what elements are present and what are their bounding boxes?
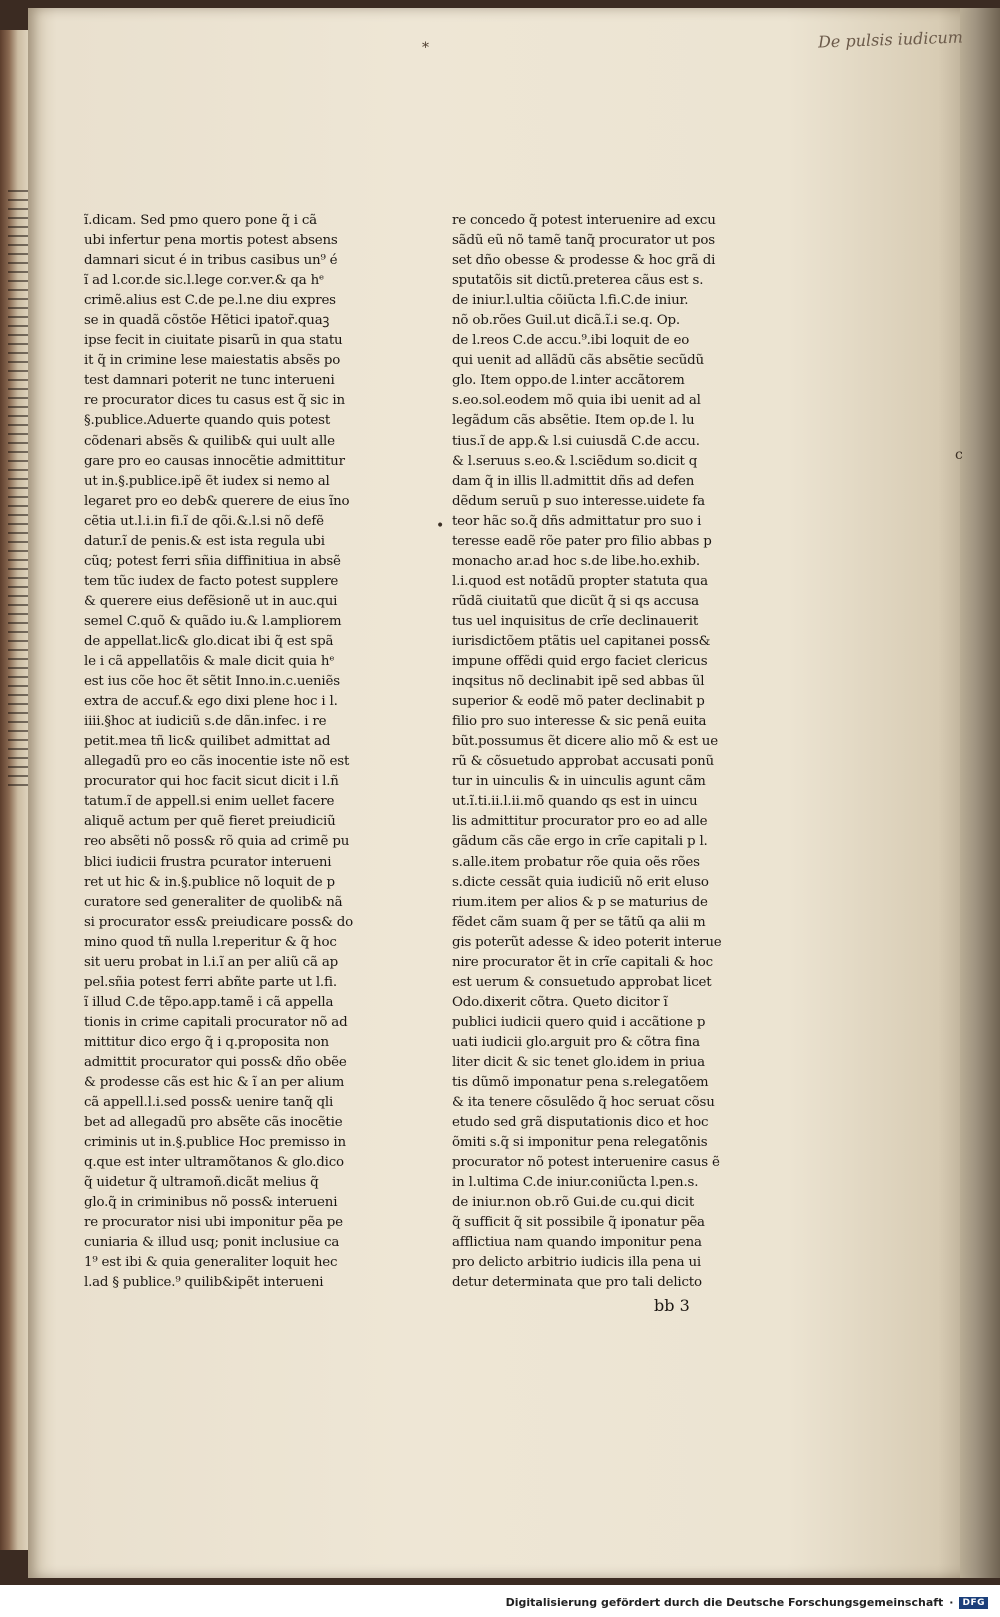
text-line: ĩ ad l.cor.de sic.l.lege cor.ver.& qa hᵉ [84, 273, 325, 289]
text-line: gis poterũt adesse & ideo poterit interue [452, 934, 722, 950]
text-line: iurisdictõem ptãtis uel capitanei poss& [452, 633, 711, 649]
text-line: cũq; potest ferri sñia diffinitiua in absẽ [84, 553, 341, 569]
text-line: dam q̃ in illis ll.admittit dñs ad defen [452, 473, 695, 489]
text-line: tius.ĩ de app.& l.si cuiusdã C.de accu. [452, 433, 700, 449]
text-line: lis admittitur procurator pro eo ad alle [452, 814, 708, 830]
text-line: ut.ĩ.ti.ii.l.ii.mõ quando qs est in uincu [452, 794, 698, 810]
text-line: rũdã ciuitatũ que dicũt q̃ si qs accusa [452, 593, 699, 609]
text-line: & querere eius defẽsionẽ ut in auc.qui [84, 593, 338, 609]
text-line: nõ ob.rões Guil.ut dicã.ĩ.i se.q. Op. [452, 313, 680, 329]
text-line: procurator qui hoc facit sicut dicit i l.ñ [84, 774, 339, 790]
text-line: s.eo.sol.eodem mõ quia ibi uenit ad al [452, 393, 701, 409]
text-line: tionis in crime capitali procurator nõ ad [84, 1014, 348, 1030]
text-line: pro delicto arbitrio iudicis illa pena ui [452, 1255, 702, 1271]
text-line: bũt.possumus ẽt dicere alio mõ & est ue [452, 734, 718, 750]
text-line: fẽdet cãm suam q̃ per se tãtũ qa alii m [452, 914, 706, 930]
text-line: cuniaria & illud usq; ponit inclusiue ca [84, 1235, 340, 1251]
text-line: detur determinata que pro tali delicto [452, 1275, 702, 1291]
text-line: est ius cõe hoc ẽt sẽtit Inno.in.c.ueniẽs [84, 674, 340, 690]
text-line: nire procurator ẽt in crĩe capitali & hoc [452, 954, 713, 970]
text-line: q.que est inter ultramõtanos & glo.dico [84, 1155, 344, 1171]
text-line: teor hãc so.q̃ dñs admittatur pro suo i [452, 513, 702, 529]
text-line: damnari sicut é in tribus casibus un⁹ é [84, 253, 338, 269]
text-line: gare pro eo causas innocẽtie admittitur [84, 453, 345, 469]
text-line: crimẽ.alius est C.de pe.l.ne diu expres [84, 293, 336, 309]
text-line: q̃ sufficit q̃ sit possibile q̃ iponatur pẽa [452, 1215, 705, 1231]
text-line: extra de accuf.& ego dixi plene hoc i l. [84, 694, 338, 710]
text-line: superior & eodẽ mõ pater declinabit p [452, 694, 705, 710]
text-line: s.dicte cessãt quia iudiciũ nõ erit eluso [452, 874, 709, 890]
text-line: de l.reos C.de accu.⁹.ibi loquit de eo [452, 333, 690, 349]
text-line: publici iudicii quero quid i accãtione p [452, 1014, 706, 1030]
text-line: test damnari poterit ne tunc interueni [84, 373, 335, 389]
text-line: s.alle.item probatur rõe quia oẽs rões [452, 854, 700, 870]
text-line: admittit procurator qui poss& dño obẽe [84, 1054, 347, 1070]
text-line: legaret pro eo deb& querere de eius ĩno [84, 493, 350, 509]
text-line: bet ad allegadũ pro absẽte cãs inocẽtie [84, 1115, 343, 1131]
margin-mark-bullet: • [436, 518, 445, 534]
text-line: & ita tenere cõsulẽdo q̃ hoc seruat cõsu [452, 1095, 715, 1111]
text-line: liter dicit & sic tenet glo.idem in priua [452, 1054, 705, 1070]
text-line: legãdum cãs absẽtie. Item op.de l. lu [452, 413, 695, 429]
text-line: allegadũ pro eo cãs inocentie iste nõ est [84, 754, 350, 770]
margin-mark-c: c [955, 447, 963, 463]
text-line: tis dũmõ imponatur pena s.relegatõem [452, 1075, 709, 1091]
text-line: q̃ uidetur q̃ ultramoñ.dicãt melius q̃ [84, 1175, 319, 1191]
text-line: teresse eadẽ rõe pater pro filio abbas p [452, 533, 712, 549]
text-line: ĩ illud C.de tẽpo.app.tamẽ i cã appella [84, 994, 334, 1010]
text-line: de iniur.non ob.rõ Gui.de cu.qui dicit [452, 1195, 695, 1211]
text-line: reo absẽti nõ poss& rõ quia ad crimẽ pu [84, 834, 350, 850]
previous-leaf-text [8, 190, 28, 790]
text-line: tur in uinculis & in uinculis agunt cãm [452, 774, 706, 790]
text-line: rũ & cõsuetudo approbat accusati ponũ [452, 754, 714, 770]
text-line: rium.item per alios & p se maturius de [452, 894, 708, 910]
text-line: in l.ultima C.de iniur.coniũcta l.pen.s. [452, 1175, 699, 1191]
text-line: cã appell.l.i.sed poss& uenire tanq̃ qli [84, 1095, 334, 1111]
text-line: mittitur dico ergo q̃ i q.proposita non [84, 1034, 329, 1050]
text-line: re concedo q̃ potest interuenire ad excu [452, 213, 716, 228]
text-line: ut in.§.publice.ipẽ ẽt iudex si nemo al [84, 473, 330, 489]
text-line: õmiti s.q̃ si imponitur pena relegatõnis [452, 1135, 708, 1151]
top-mark: * [422, 40, 429, 56]
text-line: mino quod tñ nulla l.reperitur & q̃ hoc [84, 934, 337, 950]
text-line: gãdum cãs cãe ergo in crĩe capitali p l. [452, 834, 708, 850]
text-line: criminis ut in.§.publice Hoc premisso in [84, 1135, 346, 1151]
text-line: & prodesse cãs est hic & ĩ an per alium [84, 1075, 345, 1091]
text-line: §.publice.Aduerte quando quis potest [84, 413, 331, 429]
text-line: re procurator dices tu casus est q̃ sic in [84, 393, 345, 409]
text-line: tatum.ĩ de appell.si enim uellet facere [84, 794, 335, 810]
text-line: pel.sñia potest ferri abñte parte ut l.fi. [84, 974, 337, 990]
signature-mark: bb 3 [654, 1296, 690, 1315]
text-line: Odo.dixerit cõtra. Queto dicitor ĩ [452, 994, 668, 1010]
footer-credit: Digitalisierung gefördert durch die Deutsche Forschungsgemeinschaft [505, 1596, 944, 1609]
text-line: l.i.quod est notãdũ propter statuta qua [452, 573, 708, 589]
text-line: impune offẽdi quid ergo faciet clericus [452, 654, 708, 670]
text-line: filio pro suo interesse & sic penã euita [452, 714, 707, 730]
text-line: etudo sed grã disputationis dico et hoc [452, 1115, 709, 1131]
text-line: re procurator nisi ubi imponitur pẽa pe [84, 1215, 343, 1231]
text-line: est uerum & consuetudo approbat licet [452, 974, 712, 990]
handwritten-marginalia: De pulsis iudicum [817, 27, 964, 52]
text-line: curatore sed generaliter de quolib& nã [84, 894, 343, 910]
text-line: glo. Item oppo.de l.inter accãtorem [452, 373, 685, 389]
text-line: ubi infertur pena mortis potest absens [84, 233, 338, 249]
text-line: sãdũ eũ nõ tamẽ tanq̃ procurator ut pos [452, 233, 715, 249]
text-line: ipse fecit in ciuitate pisarũ in qua statu [84, 333, 343, 349]
text-line: monacho ar.ad hoc s.de libe.ho.exhib. [452, 553, 700, 569]
text-line: tus uel inquisitus de crĩe declinauerit [452, 613, 698, 629]
text-line: procurator nõ potest interuenire casus ẽ [452, 1155, 720, 1171]
text-line: glo.q̃ in criminibus nõ poss& interueni [84, 1195, 338, 1211]
text-line: iiii.§hoc at iudiciũ s.de dãn.infec. i re [84, 714, 327, 730]
text-line: si procurator ess& preiudicare poss& do [84, 914, 354, 930]
text-line: inqsitus nõ declinabit ipẽ sed abbas ũl [452, 674, 705, 690]
text-line: ĩ.dicam. Sed pmo quero pone q̃ i cã [84, 213, 317, 228]
text-line: cõdenari absẽs & quilib& qui uult alle [84, 433, 335, 449]
footer-dot: · [949, 1596, 954, 1609]
text-line: afflictiua nam quando imponitur pena [452, 1235, 702, 1251]
text-line: de appellat.lic& glo.dicat ibi q̃ est spã [84, 633, 334, 649]
text-line: datur.ĩ de penis.& est ista regula ubi [84, 533, 325, 549]
text-line: de iniur.l.ultia cõiũcta l.fi.C.de iniur. [452, 293, 689, 309]
text-line: & l.seruus s.eo.& l.sciẽdum so.dicit q [452, 453, 698, 469]
text-line: it q̃ in crimine lese maiestatis absẽs po [84, 353, 341, 369]
text-line: sputatõis sit dictũ.preterea cãus est s. [452, 273, 704, 289]
book-fore-edge [960, 8, 1000, 1578]
text-line: le i cã appellatõis & male dicit quia hᵉ [84, 654, 335, 670]
text-line: set dño obesse & prodesse & hoc grã di [452, 253, 716, 269]
text-line: cẽtia ut.l.i.in fi.ĩ de qõi.&.l.si nõ defẽ [84, 513, 324, 529]
text-line: dẽdum seruũ p suo interesse.uidete fa [452, 493, 705, 509]
text-line: uati iudicii glo.arguit pro & cõtra fina [452, 1034, 700, 1050]
dfg-logo: DFG [959, 1597, 988, 1609]
text-line: sit ueru probat in l.i.ĩ an per aliũ cã ap [84, 954, 338, 970]
text-line: ret ut hic & in.§.publice nõ loquit de p [84, 874, 335, 890]
text-line: qui uenit ad allãdũ cãs absẽtie secũdũ [452, 353, 704, 369]
previous-leaf-edge [0, 30, 30, 1550]
text-line: petit.mea tñ lic& quilibet admittat ad [84, 734, 331, 750]
text-line: l.ad § publice.⁹ quilib&ipẽt interueni [84, 1275, 324, 1291]
left-text-column [84, 211, 362, 1294]
text-line: aliquẽ actum per quẽ fieret preiudiciũ [84, 814, 336, 830]
right-text-column [452, 211, 728, 1294]
text-line: se in quadã cõstõe Hẽtici ipator̃.quaꝫ [84, 313, 330, 329]
text-line: blici iudicii frustra pcurator interueni [84, 854, 332, 870]
text-line: tem tũc iudex de facto potest supplere [84, 573, 339, 589]
digitization-footer [0, 1588, 1000, 1617]
text-line: semel C.quõ & quãdo iu.& l.ampliorem [84, 613, 342, 629]
text-line: 1⁹ est ibi & quia generaliter loquit hec [84, 1255, 338, 1271]
